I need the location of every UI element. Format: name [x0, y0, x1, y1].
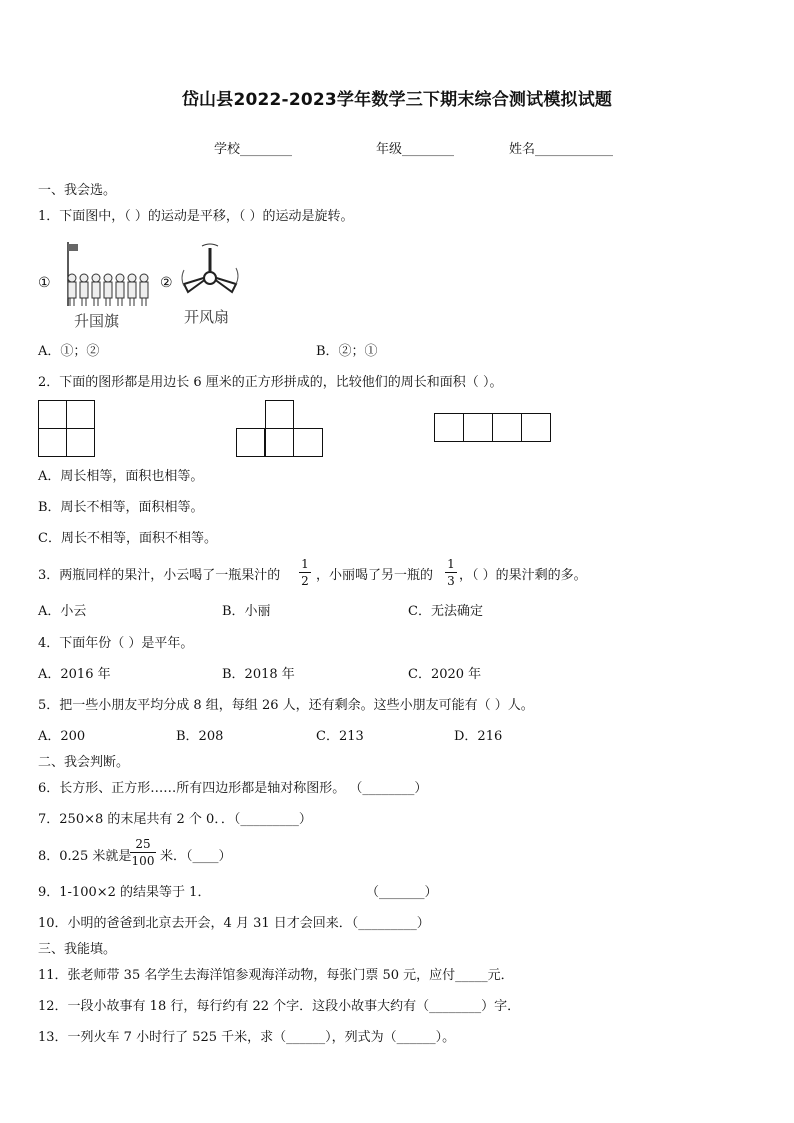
section-heading-judge: 二、我会判断。 [38, 755, 130, 770]
q1-option-b[interactable]: B．②；① [316, 344, 378, 359]
question-13: 13．一列火车 7 小时行了 525 千米，求（______），列式为（______）。 [38, 1030, 456, 1045]
fraction-25-100 [130, 838, 156, 867]
question-5-stem: 5．把一些小朋友平均分成 8 组，每组 26 人，还有剩余。这些小朋友可能有（ ）人。 [38, 698, 534, 713]
figure-1-marker: ① [38, 275, 51, 291]
fraction-numerator: 1 [447, 557, 455, 571]
section-heading-fill: 三、我能填。 [38, 942, 117, 957]
fraction-one-third [445, 558, 457, 587]
question-2-stem: 2．下面的图形都是用边长 6 厘米的正方形拼成的，比较他们的周长和面积（ ）。 [38, 375, 503, 390]
question-1-stem: 1．下面图中，（ ）的运动是平移，（ ）的运动是旋转。 [38, 209, 354, 224]
q1-option-a[interactable]: A．①；② [38, 344, 100, 359]
q4-option-b[interactable]: B．2018 年 [222, 667, 295, 682]
fan-illustration [178, 240, 242, 310]
school-field: 学校________ [214, 142, 293, 157]
question-9: 9．1-100×2 的结果等于 1． [38, 885, 211, 900]
grade-field: 年级________ [376, 142, 455, 157]
q3-option-c[interactable]: C．无法确定 [408, 604, 483, 619]
figure-2-marker: ② [160, 275, 173, 291]
q3-option-a[interactable]: A．小云 [38, 604, 87, 619]
fraction-denominator: 3 [447, 574, 455, 588]
figure-2-caption: 开风扇 [184, 308, 230, 326]
page-title: 岱山县2022-2023学年数学三下期末综合测试模拟试题 [181, 90, 613, 110]
q4-option-c[interactable]: C．2020 年 [408, 667, 482, 682]
q3-option-b[interactable]: B．小丽 [222, 604, 271, 619]
fraction-numerator: 1 [301, 557, 309, 571]
question-11: 11．张老师带 35 名学生去海洋馆参观海洋动物，每张门票 50 元，应付_____元． [38, 968, 514, 983]
fraction-one-half [299, 558, 311, 587]
question-6: 6．长方形、正方形……所有四边形都是轴对称图形。 （________） [38, 781, 428, 796]
name-field: 姓名____________ [509, 142, 614, 157]
question-9-blank[interactable]: （_______） [366, 885, 438, 900]
q4-option-a[interactable]: A．2016 年 [38, 667, 111, 682]
q5-option-b[interactable]: B．208 [176, 729, 224, 744]
fraction-denominator: 2 [301, 574, 309, 588]
question-12: 12．一段小故事有 18 行，每行约有 22 个字．这段小故事大约有（________）字． [38, 999, 521, 1014]
square-figure-2x2 [38, 400, 96, 458]
q2-option-b[interactable]: B．周长不相等，面积相等。 [38, 500, 204, 515]
q5-option-c[interactable]: C．213 [316, 729, 364, 744]
square-figure-row [434, 413, 552, 443]
square-figure-t-shape [236, 400, 324, 458]
question-8-part1: 8．0.25 米就是 [38, 849, 132, 864]
question-4-stem: 4．下面年份（ ）是平年。 [38, 636, 194, 651]
section-heading-choice: 一、我会选。 [38, 183, 117, 198]
q2-option-c[interactable]: C．周长不相等，面积不相等。 [38, 531, 217, 546]
question-8-part2: 米．（____） [160, 849, 232, 864]
question-7: 7．250×8 的末尾共有 2 个 0．．（_________） [38, 812, 312, 827]
q5-option-a[interactable]: A．200 [38, 729, 86, 744]
flag-raising-illustration [56, 240, 156, 312]
fraction-denominator: 100 [131, 854, 155, 868]
q2-option-a[interactable]: A．周长相等，面积也相等。 [38, 469, 204, 484]
question-3-stem-part2: ，小丽喝了另一瓶的 [316, 568, 434, 583]
question-3-stem-part1: 3．两瓶同样的果汁，小云喝了一瓶果汁的 [38, 568, 281, 583]
question-10: 10．小明的爸爸到北京去开会，4 月 31 日才会回来．（_________） [38, 916, 430, 931]
q5-option-d[interactable]: D．216 [454, 729, 503, 744]
question-3-stem-part3: ，（ ）的果汁剩的多。 [459, 568, 587, 583]
figure-1-caption: 升国旗 [74, 312, 120, 330]
fraction-numerator: 25 [135, 837, 151, 851]
